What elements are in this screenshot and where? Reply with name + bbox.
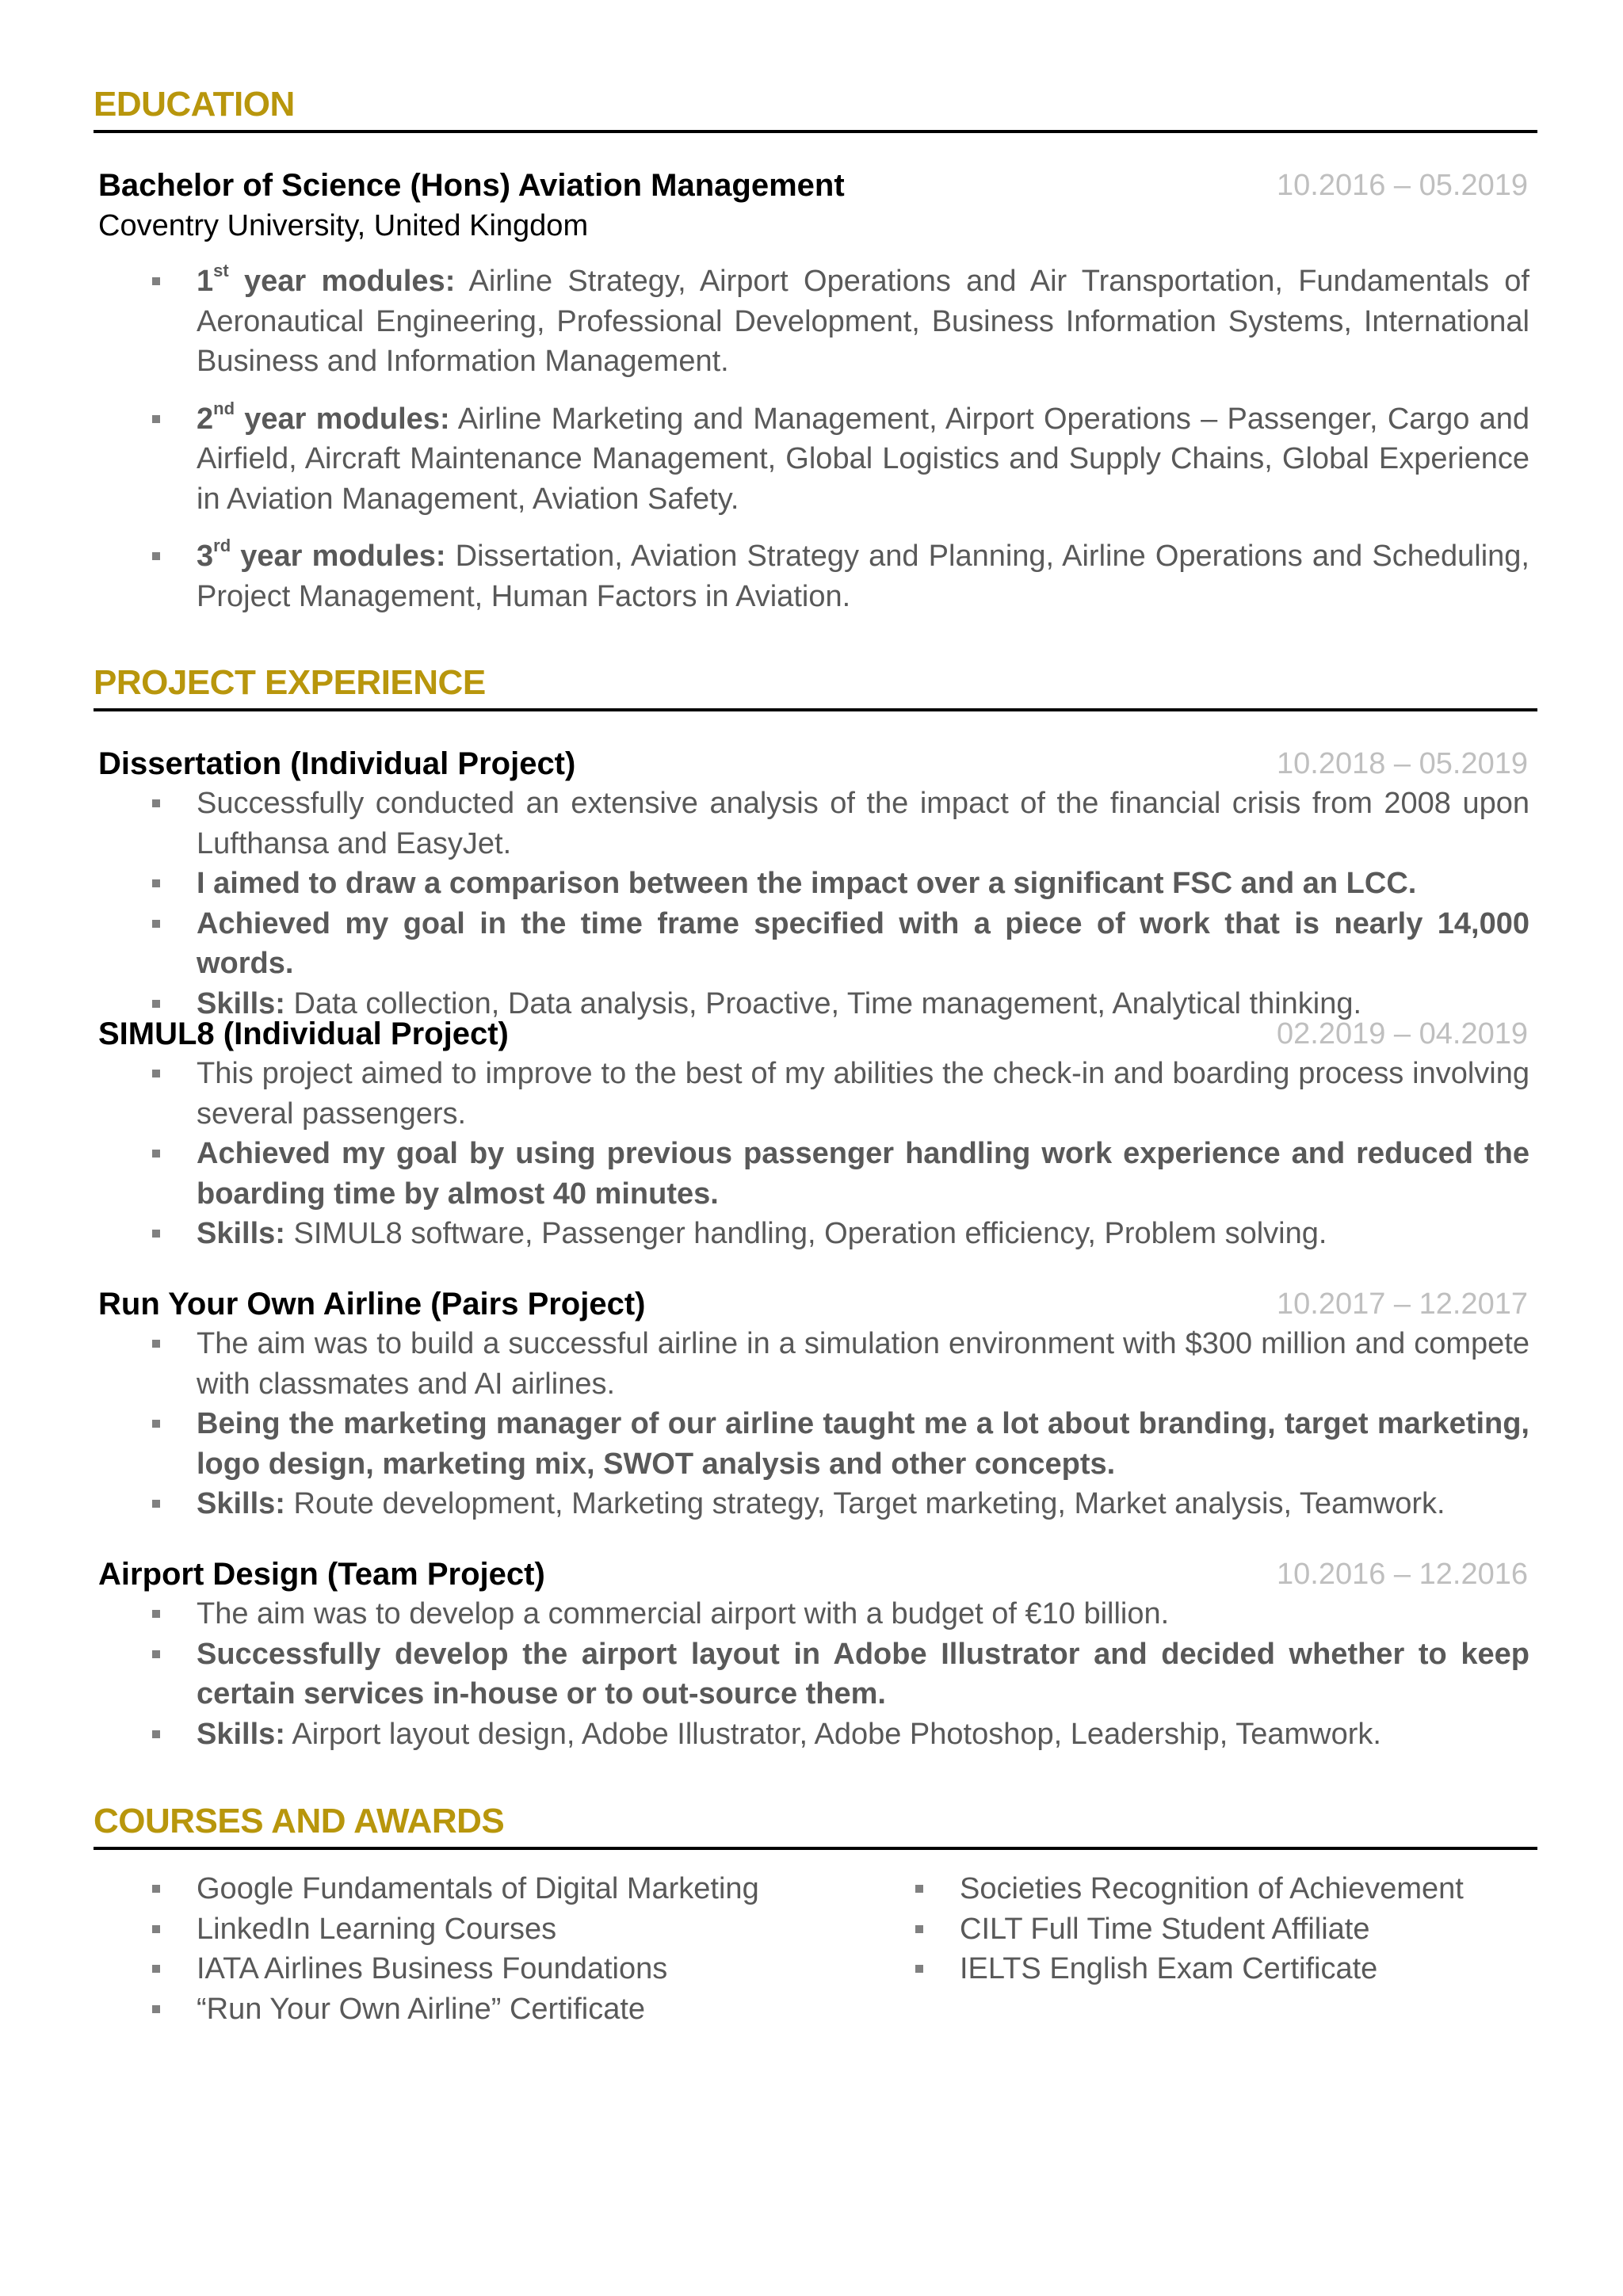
list-item: Societies Recognition of Achievement bbox=[857, 1869, 1464, 1909]
project-dates: 10.2018 – 05.2019 bbox=[1277, 747, 1528, 780]
project-bullets bbox=[94, 784, 1529, 1024]
list-item: The aim was to build a successful airline in a simulation environment with $300 million and compete with classmates and AI airlines. bbox=[94, 1324, 1529, 1404]
list-item: LinkedIn Learning Courses bbox=[94, 1909, 759, 1950]
courses-left-list bbox=[94, 1869, 759, 2029]
list-item: The aim was to develop a commercial airport with a budget of €10 billion. bbox=[94, 1594, 1529, 1634]
project-header bbox=[94, 1282, 1528, 1326]
projects-title: PROJECT EXPERIENCE bbox=[94, 663, 486, 702]
project-title: SIMUL8 (Individual Project) bbox=[98, 1016, 509, 1051]
project-dates: 10.2017 – 12.2017 bbox=[1277, 1287, 1528, 1321]
list-item: 2nd year modules: Airline Marketing and Management, Airport Operations – Passenger, Cargo and Airfield, Aircraft Maintenance Management, Global Logistics and Supply Chains, Global Experience in Aviation Management, Aviation Safety. bbox=[94, 399, 1529, 520]
project-bullets bbox=[94, 1054, 1529, 1254]
list-item: CILT Full Time Student Affiliate bbox=[857, 1909, 1464, 1950]
school-name: Coventry University, United Kingdom bbox=[98, 209, 589, 242]
project-dates: 02.2019 – 04.2019 bbox=[1277, 1017, 1528, 1051]
list-item: Skills: SIMUL8 software, Passenger handling, Operation efficiency, Problem solving. bbox=[94, 1214, 1529, 1254]
degree-title: Bachelor of Science (Hons) Aviation Management bbox=[98, 168, 845, 203]
courses-right-list bbox=[857, 1869, 1464, 1989]
list-item: Successfully develop the airport layout in Adobe Illustrator and decided whether to keep certain services in-house or to out-source them. bbox=[94, 1634, 1529, 1714]
list-item: I aimed to draw a comparison between the impact over a significant FSC and an LCC. bbox=[94, 864, 1529, 904]
list-item: “Run Your Own Airline” Certificate bbox=[94, 1989, 759, 2030]
list-item: Being the marketing manager of our airline taught me a lot about branding, target marketing, logo design, marketing mix, SWOT analysis and other concepts. bbox=[94, 1404, 1529, 1484]
education-title: EDUCATION bbox=[94, 85, 295, 124]
list-item: Successfully conducted an extensive analysis of the impact of the financial crisis from 2008 upon Lufthansa and EasyJet. bbox=[94, 784, 1529, 864]
list-item: Achieved my goal in the time frame specified with a piece of work that is nearly 14,000 words. bbox=[94, 904, 1529, 984]
list-item: IATA Airlines Business Foundations bbox=[94, 1949, 759, 1989]
list-item: Skills: Data collection, Data analysis, Proactive, Time management, Analytical thinking. bbox=[94, 984, 1529, 1024]
list-item: This project aimed to improve to the best of my abilities the check-in and boarding process involving several passengers. bbox=[94, 1054, 1529, 1134]
projects-section bbox=[94, 661, 1537, 1751]
project-header bbox=[94, 1012, 1528, 1056]
education-section bbox=[94, 82, 1537, 613]
project-title: Run Your Own Airline (Pairs Project) bbox=[98, 1287, 646, 1322]
list-item: 3rd year modules: Dissertation, Aviation Strategy and Planning, Airline Operations and Scheduling, Project Management, Human Factors in Aviation. bbox=[94, 536, 1529, 616]
project-header bbox=[94, 1552, 1528, 1596]
list-item: Google Fundamentals of Digital Marketing bbox=[94, 1869, 759, 1909]
project-title: Airport Design (Team Project) bbox=[98, 1557, 545, 1592]
project-bullets bbox=[94, 1324, 1529, 1524]
list-item: Achieved my goal by using previous passenger handling work experience and reduced the boarding time by almost 40 minutes. bbox=[94, 1134, 1529, 1214]
courses-title: COURSES AND AWARDS bbox=[94, 1802, 505, 1840]
projects-rule bbox=[94, 708, 1537, 711]
courses-rule bbox=[94, 1847, 1537, 1850]
project-dates: 10.2016 – 12.2016 bbox=[1277, 1558, 1528, 1591]
list-item: IELTS English Exam Certificate bbox=[857, 1949, 1464, 1989]
courses-section bbox=[94, 1799, 1537, 2026]
project-header bbox=[94, 742, 1528, 786]
list-item: Skills: Airport layout design, Adobe Illustrator, Adobe Photoshop, Leadership, Teamwork. bbox=[94, 1714, 1529, 1755]
list-item: 1st year modules: Airline Strategy, Airport Operations and Air Transportation, Fundamentals of Aeronautical Engineering, Professional Development, Business Information Systems, International Business and Information Management. bbox=[94, 261, 1529, 382]
modules-list bbox=[94, 261, 1529, 616]
project-title: Dissertation (Individual Project) bbox=[98, 746, 576, 781]
education-rule bbox=[94, 130, 1537, 133]
project-bullets bbox=[94, 1594, 1529, 1754]
degree-dates: 10.2016 – 05.2019 bbox=[1277, 169, 1528, 202]
list-item: Skills: Route development, Marketing strategy, Target marketing, Market analysis, Teamwork. bbox=[94, 1484, 1529, 1524]
degree-header bbox=[94, 163, 1528, 208]
